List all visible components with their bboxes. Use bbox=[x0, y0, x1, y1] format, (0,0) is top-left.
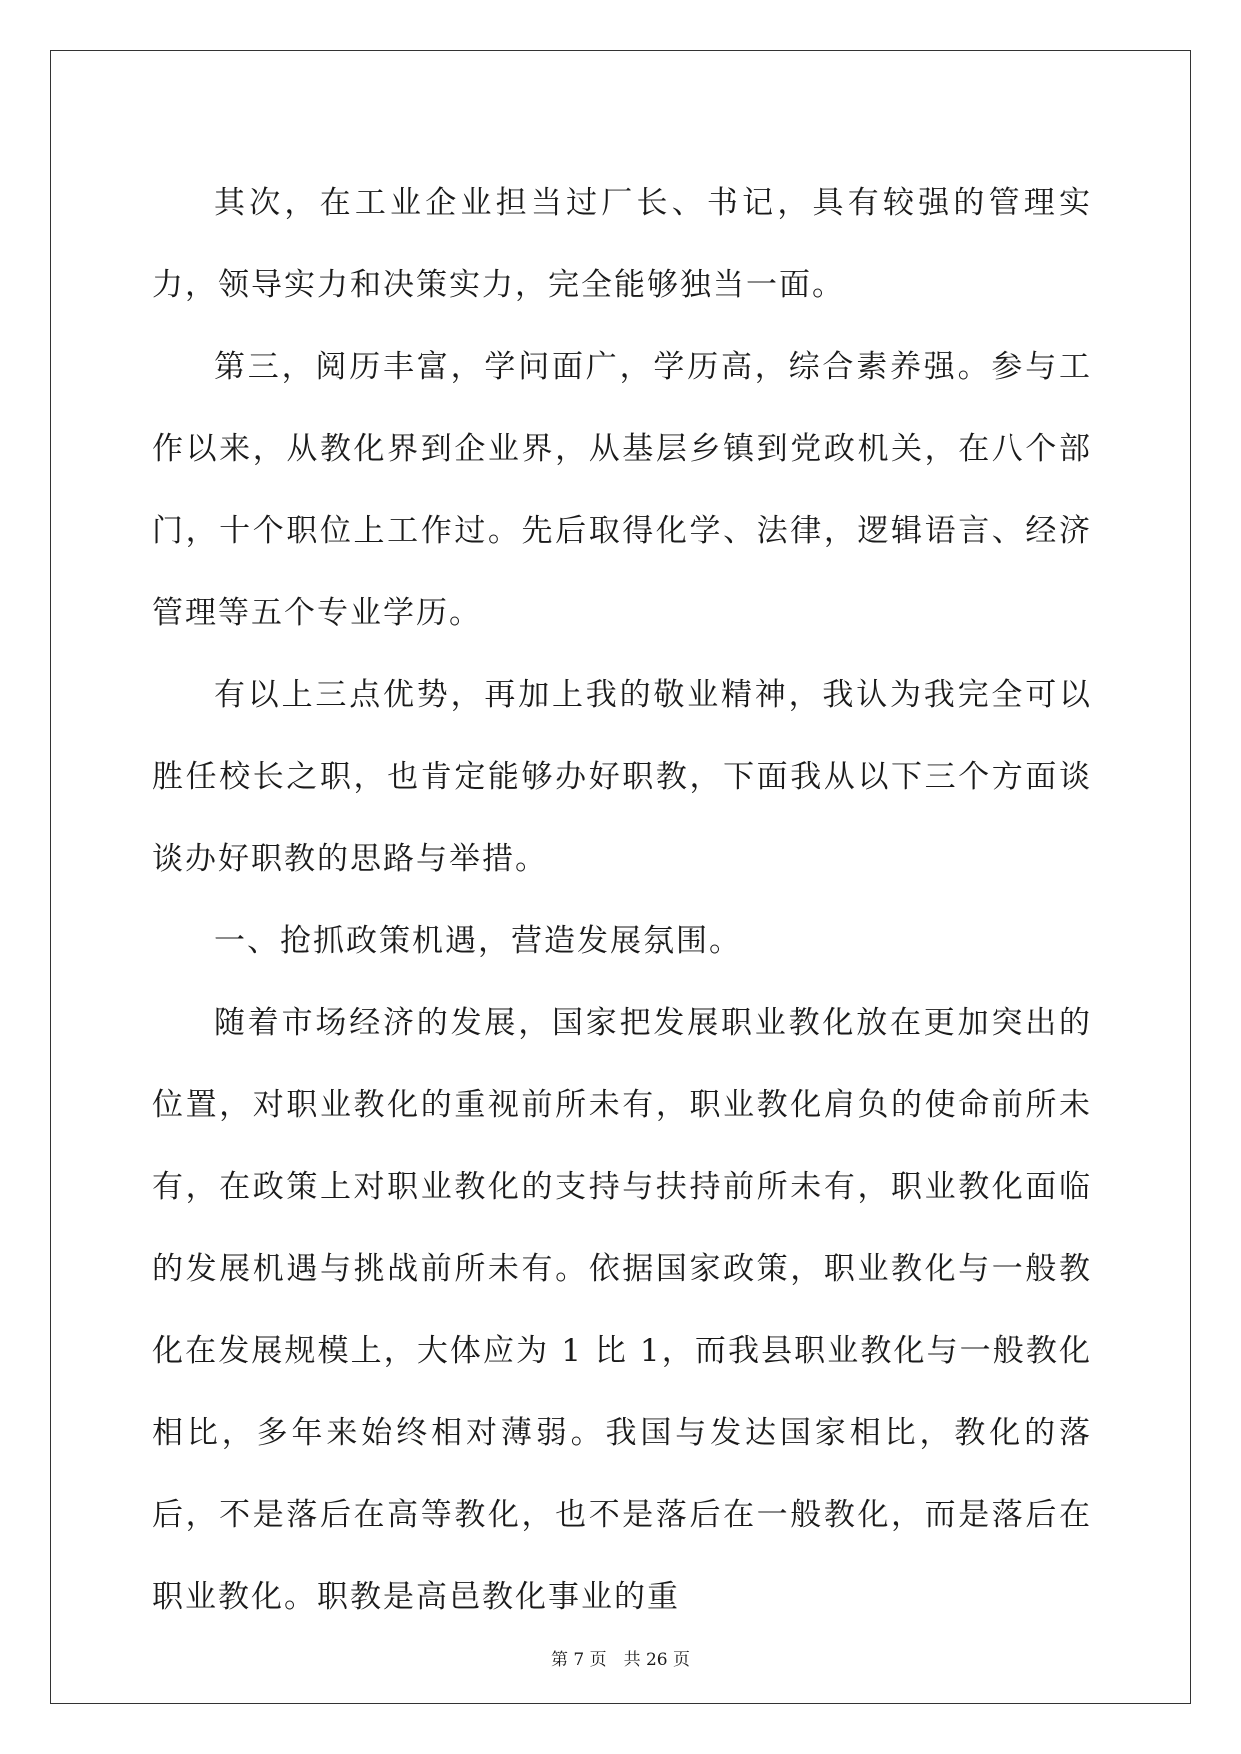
paragraph-1: 其次，在工业企业担当过厂长、书记，具有较强的管理实力，领导实力和决策实力，完全能够独当一面。 bbox=[152, 185, 1092, 303]
paragraph-2: 第三，阅历丰富，学问面广，学历高，综合素养强。参与工作以来，从教化界到企业界，从基层乡镇到党政机关，在八个部门，十个职位上工作过。先后取得化学、法律，逻辑语言、经济管理等五个专业学历。 bbox=[152, 349, 1092, 631]
paragraph-4: 随着市场经济的发展，国家把发展职业教化放在更加突出的位置，对职业教化的重视前所未有，职业教化肩负的使命前所未有，在政策上对职业教化的支持与扶持前所未有，职业教化面临的发展机遇与挑战前所未有。依据国家政策，职业教化与一般教化在发展规模上，大体应为 1 比 1，而我县职业教化与一般教化相比，多年来始终相对薄弱。我国与发达国家相比，教化的落后，不是落后在高等教化，也不是落后在一般教化，而是落后在职业教化。职教是高邑教化事业的重 bbox=[152, 1005, 1092, 1615]
page-footer: 第 7 页 共 26 页 bbox=[550, 1650, 691, 1670]
document-body bbox=[152, 162, 1092, 1638]
paragraph-3: 有以上三点优势，再加上我的敬业精神，我认为我完全可以胜任校长之职，也肯定能够办好职教，下面我从以下三个方面谈谈办好职教的思路与举措。 bbox=[152, 677, 1092, 877]
section-heading: 一、抢抓政策机遇，营造发展氛围。 bbox=[214, 923, 742, 959]
